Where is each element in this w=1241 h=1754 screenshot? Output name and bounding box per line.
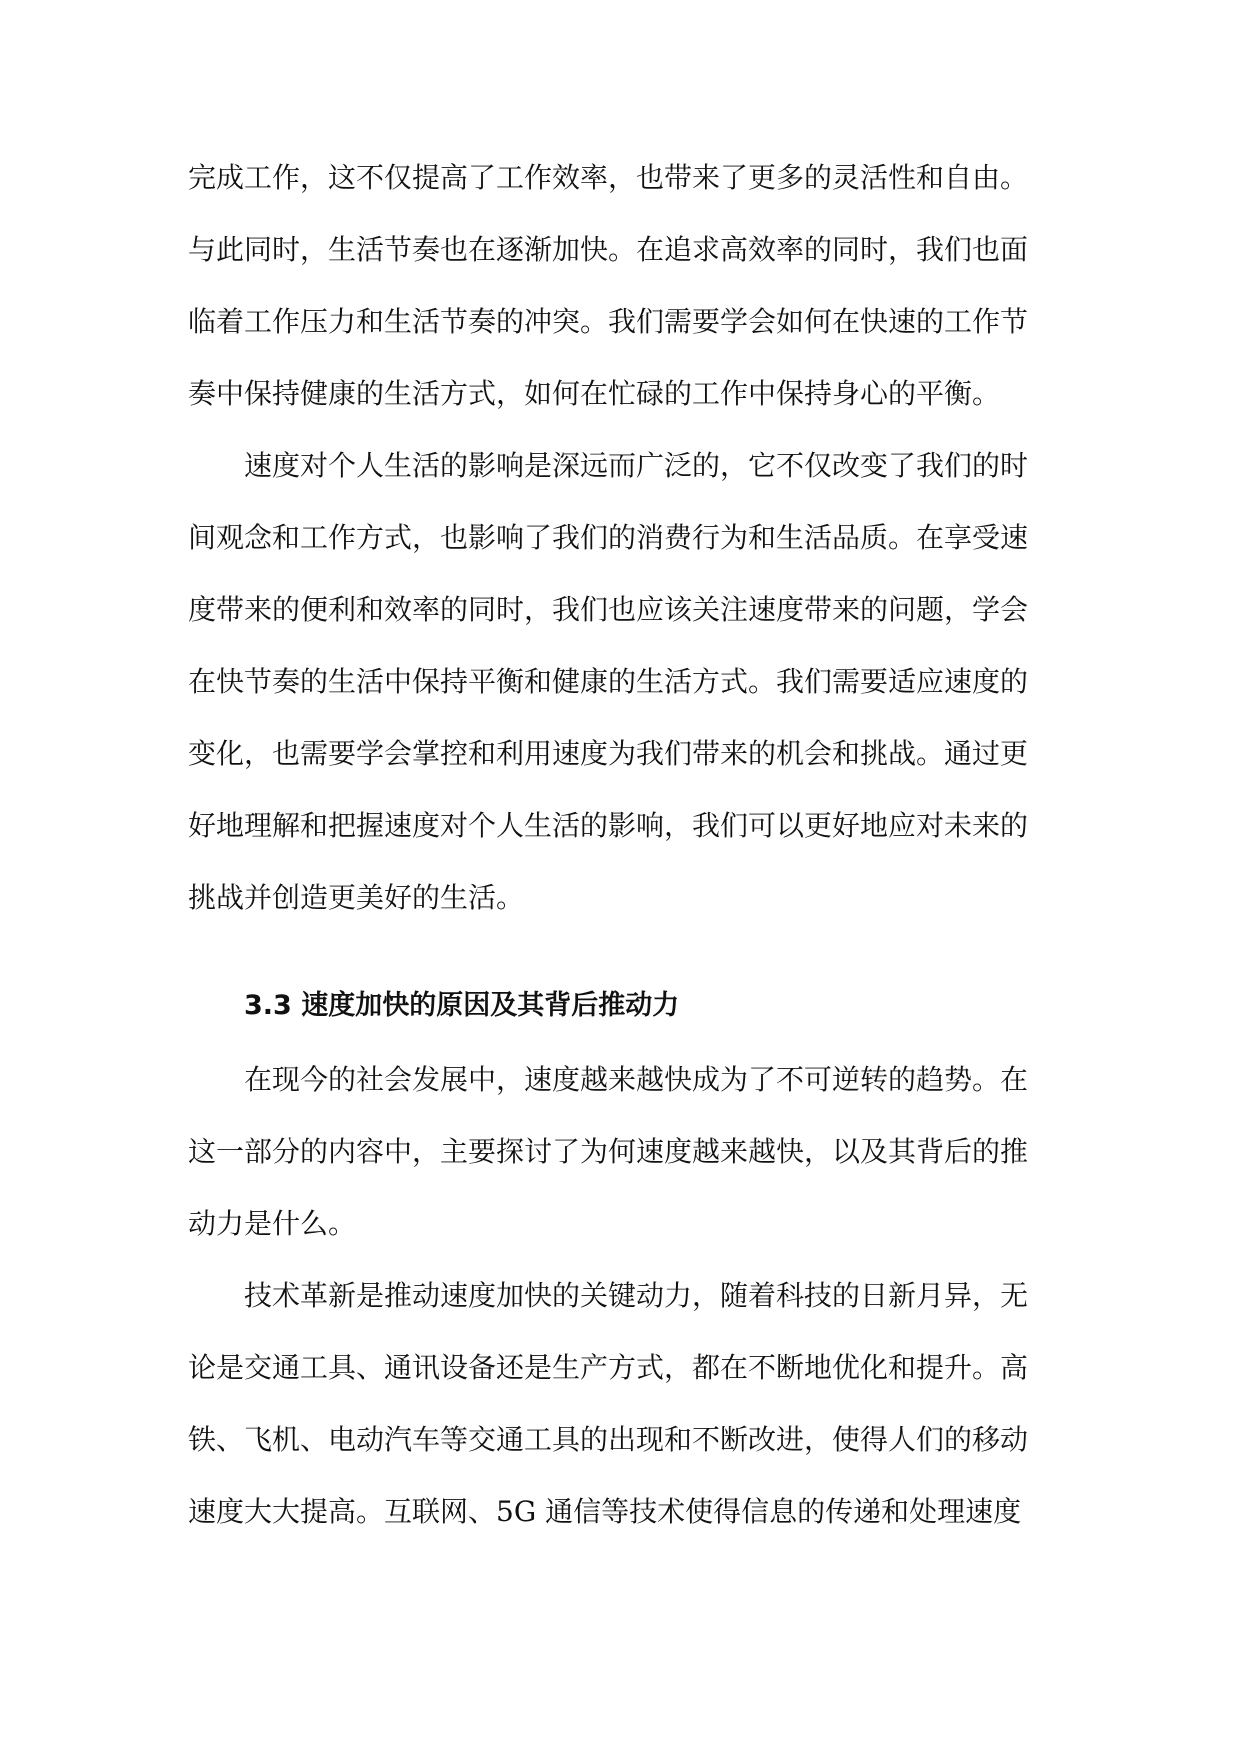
paragraph-line: 铁、飞机、电动汽车等交通工具的出现和不断改进，使得人们的移动 xyxy=(188,1423,1029,1456)
paragraph-line: 度带来的便利和效率的同时，我们也应该关注速度带来的问题，学会 xyxy=(188,593,1029,626)
paragraph-line: 临着工作压力和生活节奏的冲突。我们需要学会如何在快速的工作节 xyxy=(188,305,1029,338)
paragraph-line: 间观念和工作方式，也影响了我们的消费行为和生活品质。在享受速 xyxy=(188,521,1029,554)
paragraph-line: 动力是什么。 xyxy=(188,1207,357,1240)
paragraph-line: 速度大大提高。互联网、5G 通信等技术使得信息的传递和处理速度 xyxy=(188,1495,1022,1528)
paragraph-line: 挑战并创造更美好的生活。 xyxy=(188,881,525,914)
section-heading: 3.3 速度加快的原因及其背后推动力 xyxy=(244,990,680,1021)
paragraph-line: 变化，也需要学会掌控和利用速度为我们带来的机会和挑战。通过更 xyxy=(188,737,1029,770)
paragraph-line: 在快节奏的生活中保持平衡和健康的生活方式。我们需要适应速度的 xyxy=(188,665,1029,698)
paragraph-line: 奏中保持健康的生活方式，如何在忙碌的工作中保持身心的平衡。 xyxy=(188,377,1001,410)
paragraph-line: 这一部分的内容中，主要探讨了为何速度越来越快，以及其背后的推 xyxy=(188,1135,1029,1168)
paragraph-line: 与此同时，生活节奏也在逐渐加快。在追求高效率的同时，我们也面 xyxy=(188,233,1029,266)
paragraph-line: 技术革新是推动速度加快的关键动力，随着科技的日新月异，无 xyxy=(244,1279,1029,1312)
paragraph-line: 完成工作，这不仅提高了工作效率，也带来了更多的灵活性和自由。 xyxy=(188,161,1029,194)
paragraph-line: 论是交通工具、通讯设备还是生产方式，都在不断地优化和提升。高 xyxy=(188,1351,1029,1384)
paragraph-line: 速度对个人生活的影响是深远而广泛的，它不仅改变了我们的时 xyxy=(244,449,1029,482)
paragraph-line: 在现今的社会发展中，速度越来越快成为了不可逆转的趋势。在 xyxy=(244,1063,1029,1096)
paragraph-line: 好地理解和把握速度对个人生活的影响，我们可以更好地应对未来的 xyxy=(188,809,1029,842)
